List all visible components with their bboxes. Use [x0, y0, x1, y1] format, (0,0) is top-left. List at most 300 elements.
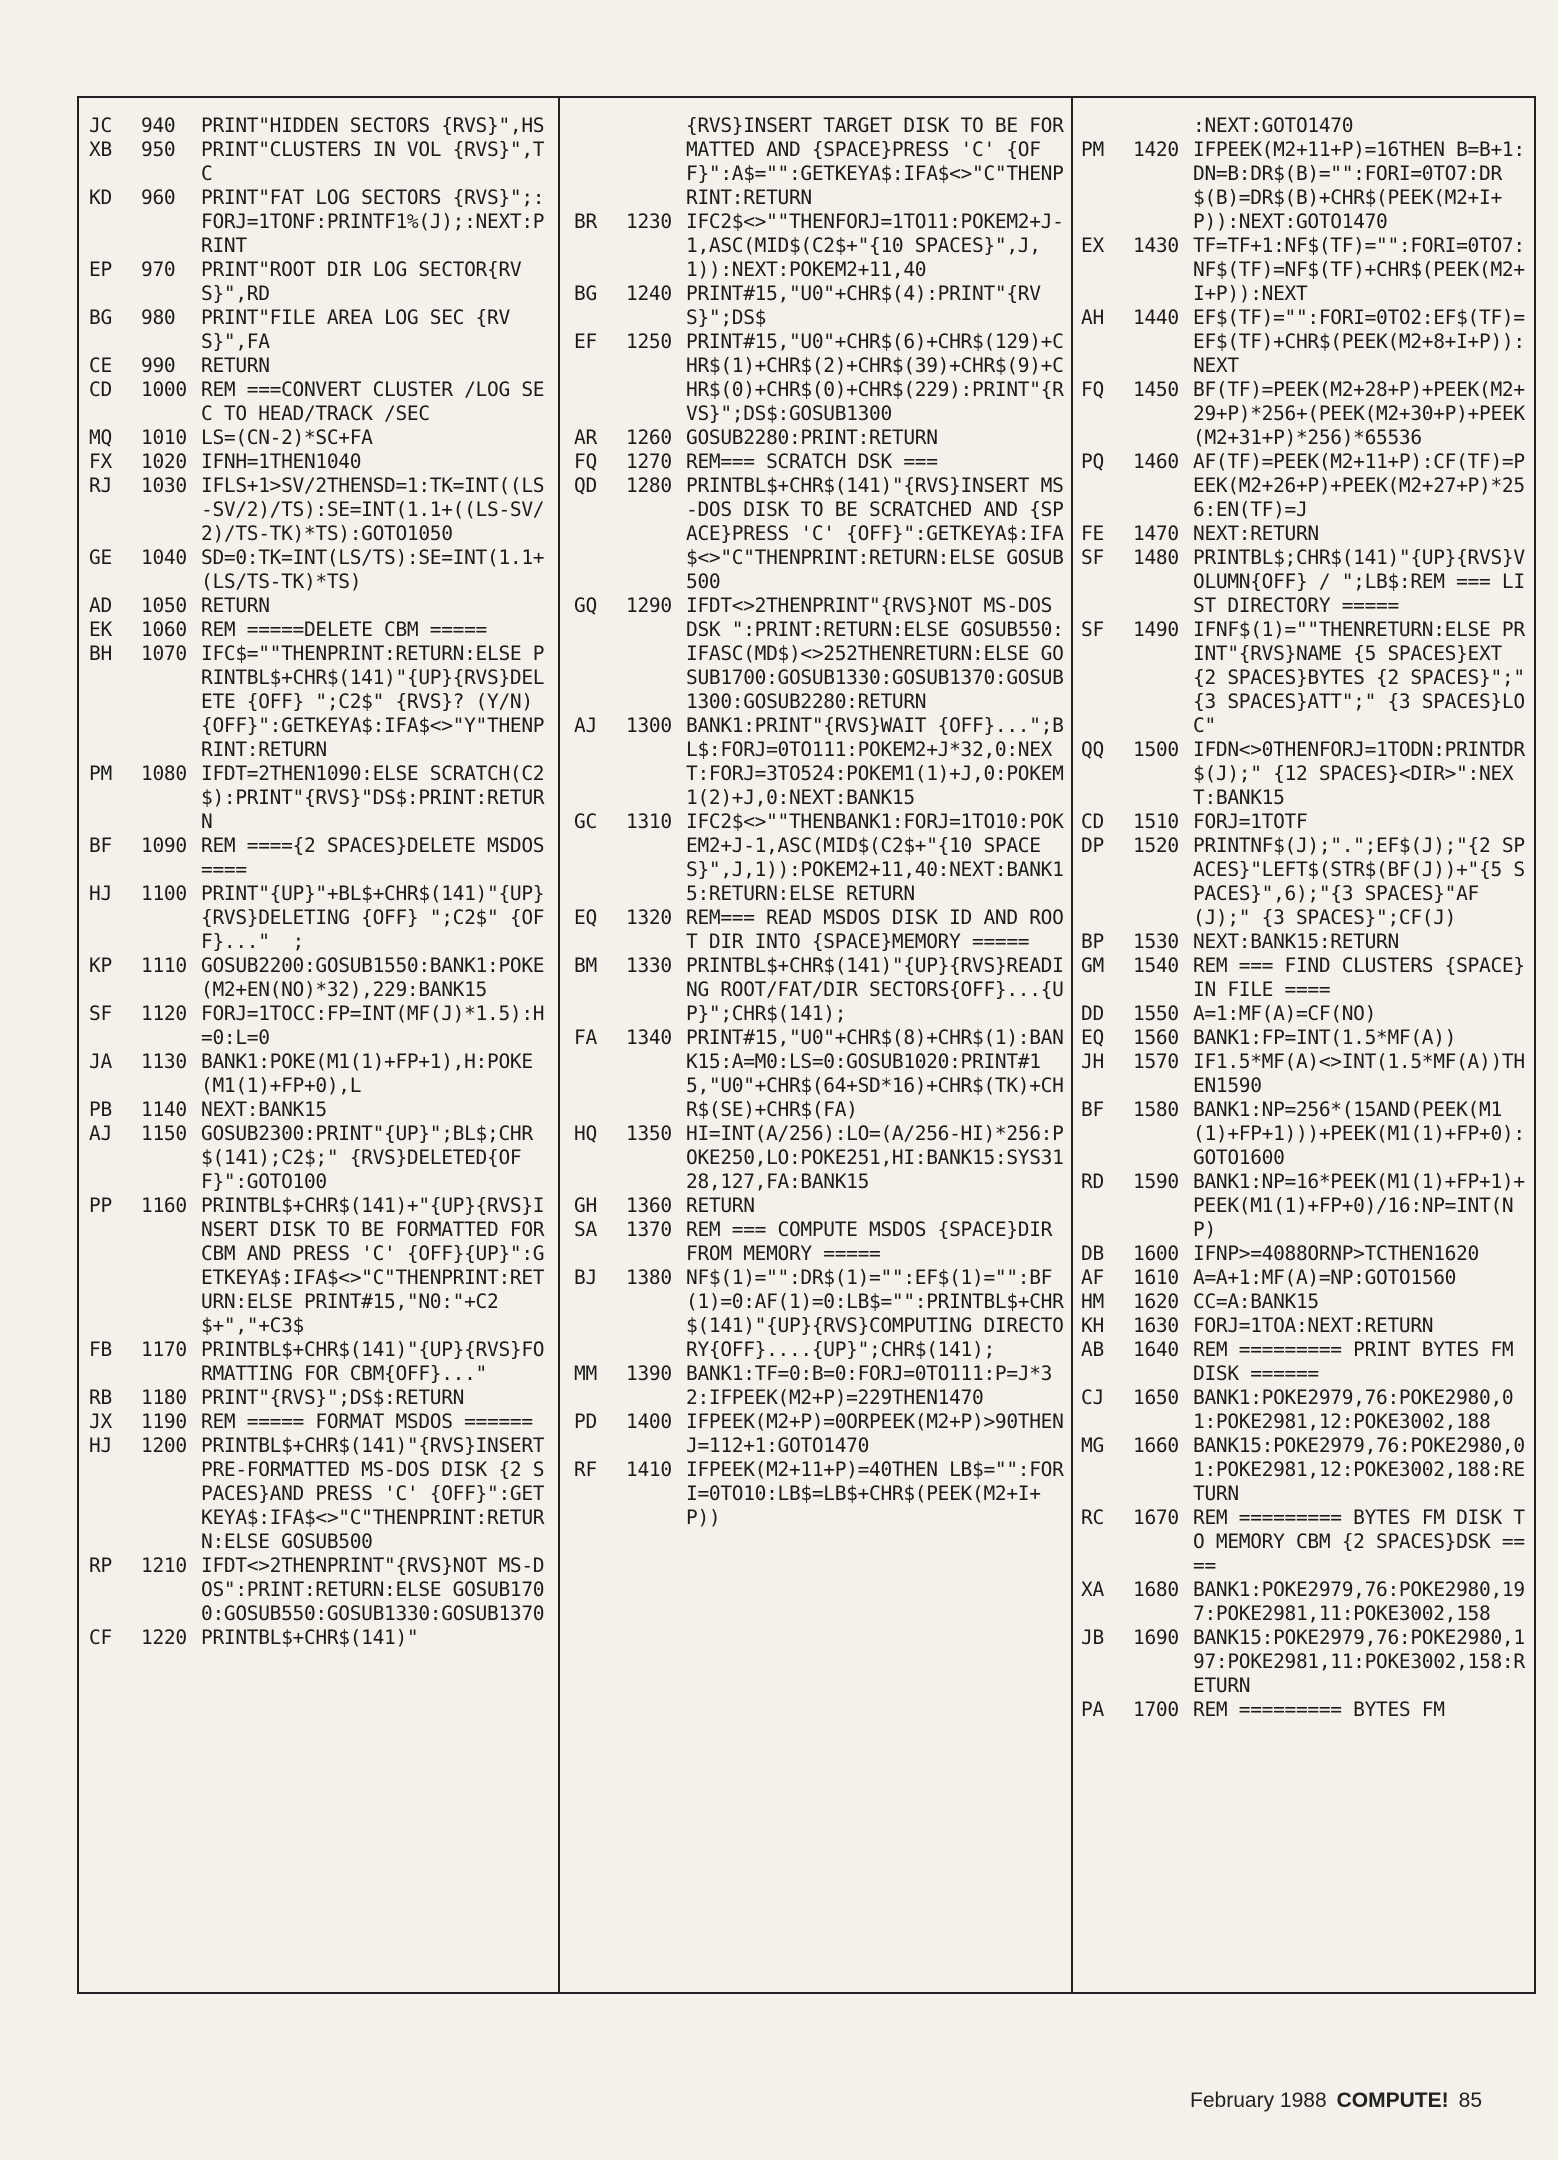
line-number: 1460 [1133, 450, 1179, 473]
code-text: BANK1:NP=256*(15AND(PEEK(M1(1)+FP+1)))+PEEK(M1(1)+FP+0):GOTO1600 [1193, 1098, 1525, 1169]
code-line [89, 834, 556, 882]
code-line [1081, 1098, 1536, 1170]
line-number [1133, 114, 1193, 138]
line-number: 1270 [626, 450, 672, 473]
code-text: REM=== READ MSDOS DISK ID AND ROOT DIR INTO {SPACE}MEMORY ===== [686, 906, 1064, 953]
code-line [1081, 1050, 1536, 1098]
checksum: FE [1081, 522, 1104, 545]
code-text: GOSUB2200:GOSUB1550:BANK1:POKE(M2+EN(NO)*32),229:BANK15 [201, 954, 545, 1001]
line-number: 1160 [141, 1194, 187, 1217]
code-text: NEXT:BANK15 [201, 1098, 327, 1121]
code-line [89, 762, 549, 834]
line-number: 1550 [1133, 1002, 1179, 1025]
code-text: PRINT#15,"U0"+CHR$(6)+CHR$(129)+CHR$(1)+CHR$(2)+CHR$(39)+CHR$(9)+CHR$(0)+CHR$(0)+CHR$(229):PRINT"{RVS}";DS$:GOSUB1300 [686, 330, 1064, 425]
code-line [1081, 1698, 1536, 1722]
code-line [89, 114, 549, 138]
code-text: BANK1:NP=16*PEEK(M1(1)+FP+1)+PEEK(M1(1)+FP+0)/16:NP=INT(NP) [1193, 1170, 1525, 1241]
line-number: 1500 [1133, 738, 1179, 761]
code-text: REM =====DELETE CBM ===== [201, 618, 510, 641]
checksum: QQ [1081, 738, 1104, 761]
checksum: PM [1081, 138, 1104, 161]
listing-column-3 [1081, 114, 1536, 1992]
line-number: 1400 [626, 1410, 672, 1433]
code-text: IF1.5*MF(A)<>INT(1.5*MF(A))THEN1590 [1193, 1050, 1525, 1097]
checksum: DB [1081, 1242, 1104, 1265]
checksum: DP [1081, 834, 1104, 857]
code-text: EF$(TF)="":FORI=0TO2:EF$(TF)=EF$(TF)+CHR$(PEEK(M2+8+I+P)):NEXT [1193, 306, 1525, 377]
line-number: 1290 [626, 594, 672, 617]
code-line [1081, 1626, 1536, 1698]
code-text: PRINTBL$+CHR$(141)+"{UP}{RVS}INSERT DISK TO BE FORMATTED FOR CBM AND PRESS 'C' {OFF}{UP}":GETKEYA$:IFA$<>"C"THENPRINT:RETURN:ELSE PRINT#15,"N0:"+C2$+","+C3$ [201, 1194, 556, 1337]
line-number: 1060 [141, 618, 187, 641]
checksum: BH [89, 642, 112, 665]
code-text: IFNH=1THEN1040 [201, 450, 362, 473]
code-text: NF$(1)="":DR$(1)="":EF$(1)="":BF(1)=0:AF(1)=0:LB$="":PRINTBL$+CHR$(141)"{UP}{RVS}COMPUTING DIRECTORY{OFF}....{UP}";CHR$(141); [686, 1266, 1064, 1361]
code-line [1081, 738, 1536, 810]
code-text: BANK1:POKE(M1(1)+FP+1),H:POKE(M1(1)+FP+0),L [201, 1050, 533, 1097]
line-number: 1320 [626, 906, 672, 929]
checksum: RB [89, 1386, 112, 1409]
code-text: AF(TF)=PEEK(M2+11+P):CF(TF)=PEEK(M2+26+P)+PEEK(M2+27+P)*256:EN(TF)=J [1193, 450, 1525, 521]
code-line [89, 642, 549, 762]
line-number: 1580 [1133, 1098, 1179, 1121]
code-text: PRINT#15,"U0"+CHR$(8)+CHR$(1):BANK15:A=M0:LS=0:GOSUB1020:PRINT#15,"U0"+CHR$(64+SD*16)+CHR$(TK)+CHR$(SE)+CHR$(FA) [686, 1026, 1064, 1121]
checksum: SF [1081, 618, 1104, 641]
line-number: 1130 [141, 1050, 187, 1073]
code-text: BANK1:POKE2979,76:POKE2980,197:POKE2981,11:POKE3002,158 [1193, 1578, 1525, 1625]
code-text: REM === FIND CLUSTERS {SPACE}IN FILE ==== [1193, 954, 1525, 1001]
line-number: 950 [141, 138, 176, 161]
checksum: QD [574, 474, 597, 497]
code-text: REM=== SCRATCH DSK === [686, 450, 938, 473]
line-number: 1080 [141, 762, 187, 785]
code-line [1081, 1386, 1536, 1434]
checksum: XA [1081, 1578, 1104, 1601]
line-number: 1340 [626, 1026, 672, 1049]
line-number: 1220 [141, 1626, 187, 1649]
line-number: 980 [141, 306, 176, 329]
line-number: 1640 [1133, 1338, 1179, 1361]
code-line [1081, 378, 1536, 450]
line-number: 1210 [141, 1554, 187, 1577]
checksum: BF [89, 834, 112, 857]
checksum: GQ [574, 594, 597, 617]
code-line [574, 1266, 1064, 1362]
code-line [574, 282, 1064, 330]
line-number: 1450 [1133, 378, 1179, 401]
line-number: 1510 [1133, 810, 1179, 833]
code-line [89, 378, 549, 426]
code-line [1081, 306, 1536, 378]
code-line [574, 474, 1064, 594]
line-number: 1530 [1133, 930, 1179, 953]
line-number: 1470 [1133, 522, 1179, 545]
code-line [89, 138, 549, 186]
code-text: REM ========= BYTES FM DISK TO MEMORY CBM {2 SPACES}DSK ==== [1193, 1506, 1525, 1577]
code-text: RETURN [686, 1194, 755, 1217]
code-line [1081, 1002, 1536, 1026]
line-number: 1020 [141, 450, 187, 473]
checksum: JA [89, 1050, 112, 1073]
page-footer [1190, 2089, 1482, 2113]
code-line [574, 210, 1064, 282]
line-number: 1660 [1133, 1434, 1179, 1457]
code-line [89, 546, 549, 594]
checksum: KP [89, 954, 112, 977]
checksum: KD [89, 186, 112, 209]
code-text: RETURN [201, 594, 270, 617]
checksum: BM [574, 954, 597, 977]
checksum: AR [574, 426, 597, 449]
code-line [1081, 1578, 1536, 1626]
line-number: 1050 [141, 594, 187, 617]
line-number: 1190 [141, 1410, 187, 1433]
code-line [1081, 1242, 1536, 1266]
code-line [1081, 810, 1536, 834]
code-text: PRINTBL$+CHR$(141)"{UP}{RVS}READING ROOT/FAT/DIR SECTORS{OFF}...{UP}";CHR$(141); [686, 954, 1064, 1025]
code-line [89, 474, 549, 546]
code-text: REM ===== FORMAT MSDOS ====== [201, 1410, 533, 1433]
checksum: EQ [1081, 1026, 1104, 1049]
line-number: 1230 [626, 210, 672, 233]
checksum: BG [89, 306, 112, 329]
code-line [89, 450, 549, 474]
line-number: 1120 [141, 1002, 187, 1025]
checksum: CD [1081, 810, 1104, 833]
code-line [1081, 234, 1536, 306]
code-line [1081, 522, 1536, 546]
code-text: IFC$=""THENPRINT:RETURN:ELSE PRINTBL$+CHR$(141)"{UP}{RVS}DELETE {OFF} ";C2$" {RVS}? (Y/N){OFF}":GETKEYA$:IFA$<>"Y"THENPRINT:RETURN [201, 642, 545, 761]
line-number: 970 [141, 258, 176, 281]
checksum: HQ [574, 1122, 597, 1145]
code-line [574, 954, 1064, 1026]
checksum: FQ [1081, 378, 1104, 401]
code-text: A=A+1:MF(A)=NP:GOTO1560 [1193, 1266, 1457, 1289]
code-line [89, 954, 549, 1002]
code-line [89, 426, 549, 450]
code-text: IFLS+1>SV/2THENSD=1:TK=INT((LS-SV/2)/TS):SE=INT(1.1+((LS-SV/2)/TS-TK)*TS):GOTO1050 [201, 474, 545, 545]
line-number: 1000 [141, 378, 187, 401]
code-text: RETURN [201, 354, 270, 377]
checksum: JX [89, 1410, 112, 1433]
code-text: IFDT<>2THENPRINT"{RVS}NOT MS-DOS DSK ":PRINT:RETURN:ELSE GOSUB550:IFASC(MD$)<>252THENRETURN:ELSE GOSUB1700:GOSUB1330:GOSUB1370:GOSUB1300:GOSUB2280:RETURN [686, 594, 1064, 713]
code-line [574, 1458, 1064, 1530]
line-number: 1330 [626, 954, 672, 977]
checksum: AJ [574, 714, 597, 737]
line-number: 1680 [1133, 1578, 1179, 1601]
code-line [89, 1050, 549, 1098]
code-line [89, 1554, 549, 1626]
code-line [574, 810, 1064, 906]
code-line [574, 714, 1064, 810]
line-number: 1570 [1133, 1050, 1179, 1073]
checksum: SF [1081, 546, 1104, 569]
line-number: 1090 [141, 834, 187, 857]
code-line [574, 450, 1064, 474]
checksum: EK [89, 618, 112, 641]
code-text: IFDT<>2THENPRINT"{RVS}NOT MS-DOS":PRINT:RETURN:ELSE GOSUB1700:GOSUB550:GOSUB1330:GOSUB1370 [201, 1554, 545, 1625]
code-text: IFPEEK(M2+11+P)=16THEN B=B+1:DN=B:DR$(B)="":FORI=0TO7:DR$(B)=DR$(B)+CHR$(PEEK(M2+I+P)):NEXT:GOTO1470 [1193, 138, 1525, 233]
line-number: 1690 [1133, 1626, 1179, 1649]
checksum: GM [1081, 954, 1104, 977]
listing-column-1 [89, 114, 556, 1992]
code-text: FORJ=1TOTF [1193, 810, 1308, 833]
code-line [574, 1026, 1064, 1122]
checksum: HJ [89, 1434, 112, 1457]
line-number: 1560 [1133, 1026, 1179, 1049]
code-line [574, 1122, 1064, 1194]
code-text: PRINT"{UP}"+BL$+CHR$(141)"{UP}{RVS}DELETING {OFF} ";C2$" {OFF}..." ; [201, 882, 545, 953]
code-line [574, 1218, 1064, 1266]
code-text: GOSUB2300:PRINT"{UP}";BL$;CHR$(141);C2$;" {RVS}DELETED{OFF}":GOTO100 [201, 1122, 533, 1193]
line-number: 1250 [626, 330, 672, 353]
line-number: 1540 [1133, 954, 1179, 977]
code-text: IFNF$(1)=""THENRETURN:ELSE PRINT"{RVS}NAME {5 SPACES}EXT {2 SPACES}BYTES {2 SPACES}";" {3 SPACES}ATT";" {3 SPACES}LOC" [1193, 618, 1537, 737]
code-text: {RVS}INSERT TARGET DISK TO BE FORMATTED AND {SPACE}PRESS 'C' {OFF}":A$="":GETKEYA$:IFA$<>"C"THENPRINT:RETURN [686, 114, 1064, 209]
code-line [1081, 450, 1536, 522]
line-number: 1150 [141, 1122, 187, 1145]
code-line [89, 354, 549, 378]
code-text: BANK1:PRINT"{RVS}WAIT {OFF}...";BL$:FORJ=0TO111:POKEM2+J*32,0:NEXT:FORJ=3TO524:POKEM1(1)+J,0:POKEM1(2)+J,0:NEXT:BANK15 [686, 714, 1064, 809]
code-line [574, 1362, 1064, 1410]
code-text: BANK1:FP=INT(1.5*MF(A)) [1193, 1026, 1457, 1049]
code-line [89, 1410, 549, 1434]
code-text: PRINTBL$+CHR$(141)"{RVS}INSERT MS-DOS DISK TO BE SCRATCHED AND {SPACE}PRESS 'C' {OFF}":GETKEYA$:IFA$<>"C"THENPRINT:RETURN:ELSE GOSUB500 [686, 474, 1064, 593]
checksum: EX [1081, 234, 1104, 257]
line-number: 1360 [626, 1194, 672, 1217]
code-line [1081, 1338, 1536, 1386]
checksum: MM [574, 1362, 597, 1385]
footer-page-number: 85 [1458, 2089, 1482, 2112]
checksum: EF [574, 330, 597, 353]
line-number: 1180 [141, 1386, 187, 1409]
code-text: REM ===={2 SPACES}DELETE MSDOS ==== [201, 834, 556, 881]
listing-box [77, 96, 1536, 1994]
line-number: 1070 [141, 642, 187, 665]
code-text: REM ========= PRINT BYTES FM DISK ====== [1193, 1338, 1525, 1385]
checksum [1081, 114, 1133, 138]
code-text: PRINTNF$(J);".";EF$(J);"{2 SPACES}"LEFT$(STR$(BF(J))+"{5 SPACES}",6);"{3 SPACES}"AF(J);" {3 SPACES}";CF(J) [1193, 834, 1525, 929]
code-text: IFDN<>0THENFORJ=1TODN:PRINTDR$(J);" {12 SPACES}<DIR>":NEXT:BANK15 [1193, 738, 1525, 809]
code-line [574, 1194, 1064, 1218]
code-text: PRINTBL$+CHR$(141)"{UP}{RVS}FORMATTING FOR CBM{OFF}..." [201, 1338, 545, 1385]
line-number: 1100 [141, 882, 187, 905]
line-number: 1110 [141, 954, 187, 977]
code-line [89, 1338, 549, 1386]
checksum: PQ [1081, 450, 1104, 473]
checksum: HM [1081, 1290, 1104, 1313]
code-text: :NEXT:GOTO1470 [1193, 114, 1354, 137]
code-line [89, 594, 549, 618]
checksum: AH [1081, 306, 1104, 329]
line-number: 1590 [1133, 1170, 1179, 1193]
code-line [1081, 834, 1536, 930]
code-line [1081, 618, 1536, 738]
checksum: SA [574, 1218, 597, 1241]
checksum: GE [89, 546, 112, 569]
code-line [574, 330, 1064, 426]
code-text: FORJ=1TOCC:FP=INT(MF(J)*1.5):H=0:L=0 [201, 1002, 545, 1049]
code-text: PRINT"FAT LOG SECTORS {RVS}";:FORJ=1TONF:PRINTF1%(J);:NEXT:PRINT [201, 186, 545, 257]
code-text: BF(TF)=PEEK(M2+28+P)+PEEK(M2+29+P)*256+(PEEK(M2+30+P)+PEEK(M2+31+P)*256)*65536 [1193, 378, 1525, 449]
line-number: 940 [141, 114, 176, 137]
code-line [1081, 1026, 1536, 1050]
column-divider [558, 98, 560, 1992]
code-line [1081, 1314, 1536, 1338]
checksum: PB [89, 1098, 112, 1121]
line-number: 1480 [1133, 546, 1179, 569]
checksum: PP [89, 1194, 112, 1217]
code-text: BANK15:POKE2979,76:POKE2980,01:POKE2981,12:POKE3002,188:RETURN [1193, 1434, 1525, 1505]
code-line [89, 1002, 549, 1050]
code-text: BANK1:TF=0:B=0:FORJ=0TO111:P=J*32:IFPEEK(M2+P)=229THEN1470 [686, 1362, 1053, 1409]
code-line [89, 306, 549, 354]
checksum: MQ [89, 426, 112, 449]
checksum: SF [89, 1002, 112, 1025]
code-line [1081, 138, 1536, 234]
code-text: IFPEEK(M2+11+P)=40THEN LB$="":FORI=0TO10:LB$=LB$+CHR$(PEEK(M2+I+P)) [686, 1458, 1064, 1529]
checksum: RJ [89, 474, 112, 497]
code-text: A=1:MF(A)=CF(NO) [1193, 1002, 1377, 1025]
code-line [574, 594, 1064, 714]
checksum: EQ [574, 906, 597, 929]
line-number: 1260 [626, 426, 672, 449]
checksum: FB [89, 1338, 112, 1361]
code-text: SD=0:TK=INT(LS/TS):SE=INT(1.1+(LS/TS-TK)*TS) [201, 546, 545, 593]
checksum: CF [89, 1626, 112, 1649]
line-number: 1170 [141, 1338, 187, 1361]
code-text: PRINT#15,"U0"+CHR$(4):PRINT"{RVS}";DS$ [686, 282, 1041, 329]
line-number: 1040 [141, 546, 187, 569]
code-text: PRINT"CLUSTERS IN VOL {RVS}",TC [201, 138, 545, 185]
checksum: CJ [1081, 1386, 1104, 1409]
line-number: 1010 [141, 426, 187, 449]
code-text: IFDT=2THEN1090:ELSE SCRATCH(C2$):PRINT"{RVS}"DS$:PRINT:RETURN [201, 762, 545, 833]
footer-date: February 1988 [1190, 2089, 1327, 2112]
code-line [574, 1410, 1064, 1458]
code-text: BANK15:POKE2979,76:POKE2980,197:POKE2981,11:POKE3002,158:RETURN [1193, 1626, 1525, 1697]
code-line [1081, 954, 1536, 1002]
line-number: 1310 [626, 810, 672, 833]
code-line [89, 1122, 549, 1194]
code-line [89, 1194, 556, 1338]
code-text: IFC2$<>""THENFORJ=1TO11:POKEM2+J-1,ASC(MID$(C2$+"{10 SPACES}",J,1)):NEXT:POKEM2+11,40 [686, 210, 1064, 281]
checksum: BJ [574, 1266, 597, 1289]
code-line [1081, 1170, 1536, 1242]
checksum: AF [1081, 1266, 1104, 1289]
code-line [574, 426, 1064, 450]
code-text: LS=(CN-2)*SC+FA [201, 426, 373, 449]
code-line [89, 1434, 556, 1554]
code-line [1081, 546, 1536, 618]
checksum: GH [574, 1194, 597, 1217]
checksum: AB [1081, 1338, 1104, 1361]
code-line [1081, 1266, 1536, 1290]
code-text: TF=TF+1:NF$(TF)="":FORI=0TO7:NF$(TF)=NF$(TF)+CHR$(PEEK(M2+I+P)):NEXT [1193, 234, 1525, 305]
checksum: AD [89, 594, 112, 617]
checksum: JC [89, 114, 112, 137]
code-text: PRINTBL$;CHR$(141)"{UP}{RVS}VOLUMN{OFF} / ";LB$:REM === LIST DIRECTORY ===== [1193, 546, 1525, 617]
code-text: PRINTBL$+CHR$(141)"{RVS}INSERT PRE-FORMATTED MS-DOS DISK {2 SPACES}AND PRESS 'C' {OFF}":GETKEYA$:IFA$<>"C"THENPRINT:RETURN:ELSE GOSUB500 [201, 1434, 556, 1553]
line-number: 990 [141, 354, 176, 377]
column-divider [1071, 98, 1073, 1992]
checksum: CD [89, 378, 112, 401]
checksum: RC [1081, 1506, 1104, 1529]
code-text: BANK1:POKE2979,76:POKE2980,01:POKE2981,12:POKE3002,188 [1193, 1386, 1514, 1433]
code-line [574, 114, 1064, 210]
code-text: NEXT:RETURN [1193, 522, 1319, 545]
line-number: 1350 [626, 1122, 672, 1145]
checksum: GC [574, 810, 597, 833]
line-number: 1670 [1133, 1506, 1179, 1529]
checksum: MG [1081, 1434, 1104, 1457]
line-number: 1630 [1133, 1314, 1179, 1337]
checksum: BF [1081, 1098, 1104, 1121]
code-line [89, 1626, 549, 1650]
code-text: CC=A:BANK15 [1193, 1290, 1319, 1313]
code-line [1081, 114, 1536, 138]
checksum: KH [1081, 1314, 1104, 1337]
checksum: JH [1081, 1050, 1104, 1073]
line-number: 1520 [1133, 834, 1179, 857]
code-text: PRINTBL$+CHR$(141)" [201, 1626, 419, 1649]
checksum: XB [89, 138, 112, 161]
checksum: HJ [89, 882, 112, 905]
line-number: 1420 [1133, 138, 1179, 161]
code-text: REM ========= BYTES FM [1193, 1698, 1445, 1721]
checksum: BP [1081, 930, 1104, 953]
line-number: 1440 [1133, 306, 1179, 329]
checksum: EP [89, 258, 112, 281]
code-line [89, 1386, 549, 1410]
code-text: NEXT:BANK15:RETURN [1193, 930, 1399, 953]
code-text: IFNP>=4088ORNP>TCTHEN1620 [1193, 1242, 1480, 1265]
line-number: 1410 [626, 1458, 672, 1481]
checksum: FQ [574, 450, 597, 473]
checksum: DD [1081, 1002, 1104, 1025]
line-number: 1280 [626, 474, 672, 497]
code-text: GOSUB2280:PRINT:RETURN [686, 426, 938, 449]
line-number: 1140 [141, 1098, 187, 1121]
code-text: PRINT"{RVS}";DS$:RETURN [201, 1386, 465, 1409]
checksum: PA [1081, 1698, 1104, 1721]
code-line [574, 906, 1064, 954]
code-line [89, 258, 549, 306]
line-number: 960 [141, 186, 176, 209]
code-line [89, 882, 549, 954]
checksum: AJ [89, 1122, 112, 1145]
code-line [89, 186, 549, 258]
checksum: RD [1081, 1170, 1104, 1193]
code-line [89, 618, 549, 642]
line-number: 1200 [141, 1434, 187, 1457]
line-number: 1600 [1133, 1242, 1179, 1265]
code-line [1081, 1434, 1536, 1506]
code-text: PRINT"ROOT DIR LOG SECTOR{RVS}",RD [201, 258, 522, 305]
code-text: FORJ=1TOA:NEXT:RETURN [1193, 1314, 1434, 1337]
line-number: 1430 [1133, 234, 1179, 257]
checksum: PM [89, 762, 112, 785]
code-text: HI=INT(A/256):LO=(A/256-HI)*256:POKE250,LO:POKE251,HI:BANK15:SYS3128,127,FA:BANK15 [686, 1122, 1064, 1193]
line-number [626, 114, 686, 210]
listing-column-2 [574, 114, 1064, 1992]
checksum: RF [574, 1458, 597, 1481]
code-line [1081, 1290, 1536, 1314]
line-number: 1390 [626, 1362, 672, 1385]
code-text: REM === COMPUTE MSDOS {SPACE}DIR FROM MEMORY ===== [686, 1218, 1064, 1265]
footer-magazine: COMPUTE! [1336, 2089, 1449, 2112]
code-text: PRINT"HIDDEN SECTORS {RVS}",HS [201, 114, 545, 137]
